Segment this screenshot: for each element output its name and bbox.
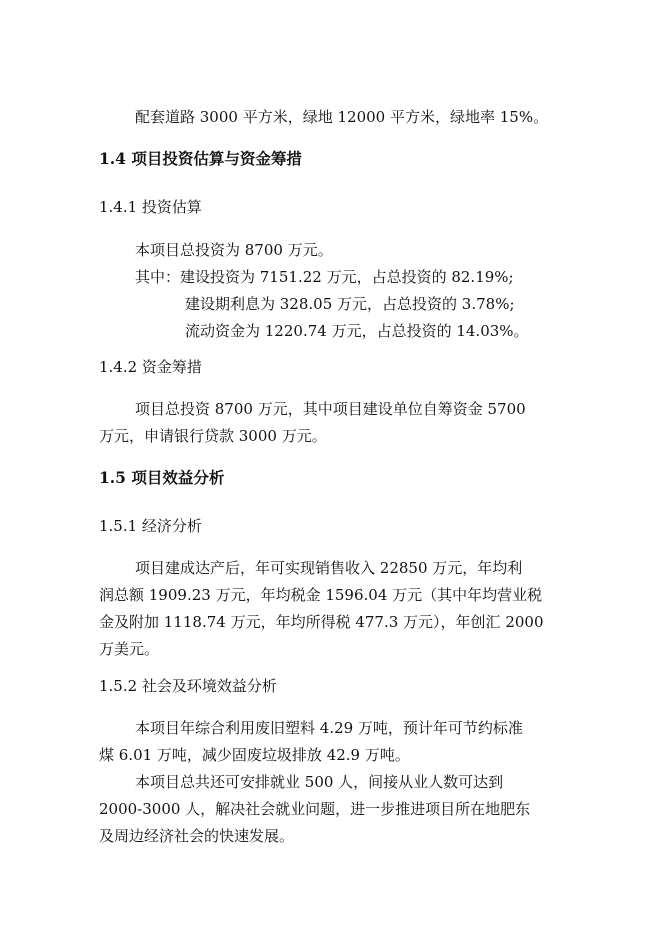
heading-1-4: 1.4 项目投资估算与资金筹措 xyxy=(99,149,302,168)
social-paragraph-line-1: 本项目年综合利用废旧塑料 4.29 万吨，预计年可节约标准 xyxy=(135,719,523,737)
invest-total: 本项目总投资为 8700 万元。 xyxy=(135,241,333,259)
heading-1-5-2: 1.5.2 社会及环境效益分析 xyxy=(99,677,277,695)
econ-paragraph-line-2: 润总额 1909.23 万元，年均税金 1596.04 万元（其中年均营业税 xyxy=(99,586,543,604)
social-paragraph-line-4: 2000-3000 人，解决社会就业问题，进一步推进项目所在地肥东 xyxy=(99,800,531,818)
invest-line-3: 流动资金为 1220.74 万元，占总投资的 14.03%。 xyxy=(185,322,529,340)
econ-paragraph-line-4: 万美元。 xyxy=(99,640,160,658)
social-paragraph-line-3: 本项目总共还可安排就业 500 人，间接从业人数可达到 xyxy=(135,773,504,791)
invest-line-2: 建设期利息为 328.05 万元，占总投资的 3.78%; xyxy=(185,295,515,313)
heading-1-4-1: 1.4.1 投资估算 xyxy=(99,198,202,216)
social-paragraph-line-2: 煤 6.01 万吨，减少固废垃圾排放 42.9 万吨。 xyxy=(99,746,410,764)
heading-1-5: 1.5 项目效益分析 xyxy=(99,468,225,487)
econ-paragraph-line-1: 项目建成达产后，年可实现销售收入 22850 万元，年均利 xyxy=(135,559,523,577)
paragraph-area: 配套道路 3000 平方米，绿地 12000 平方米，绿地率 15%。 xyxy=(135,108,549,126)
heading-1-5-1: 1.5.1 经济分析 xyxy=(99,517,202,535)
fund-paragraph-line-2: 万元，申请银行贷款 3000 万元。 xyxy=(99,427,327,445)
fund-paragraph-line-1: 项目总投资 8700 万元，其中项目建设单位自筹资金 5700 xyxy=(135,400,526,418)
invest-line-1: 其中：建设投资为 7151.22 万元，占总投资的 82.19%; xyxy=(135,268,514,286)
social-paragraph-line-5: 及周边经济社会的快速发展。 xyxy=(99,827,295,845)
heading-1-4-2: 1.4.2 资金筹措 xyxy=(99,358,202,376)
econ-paragraph-line-3: 金及附加 1118.74 万元，年均所得税 477.3 万元），年创汇 2000 xyxy=(99,613,544,631)
